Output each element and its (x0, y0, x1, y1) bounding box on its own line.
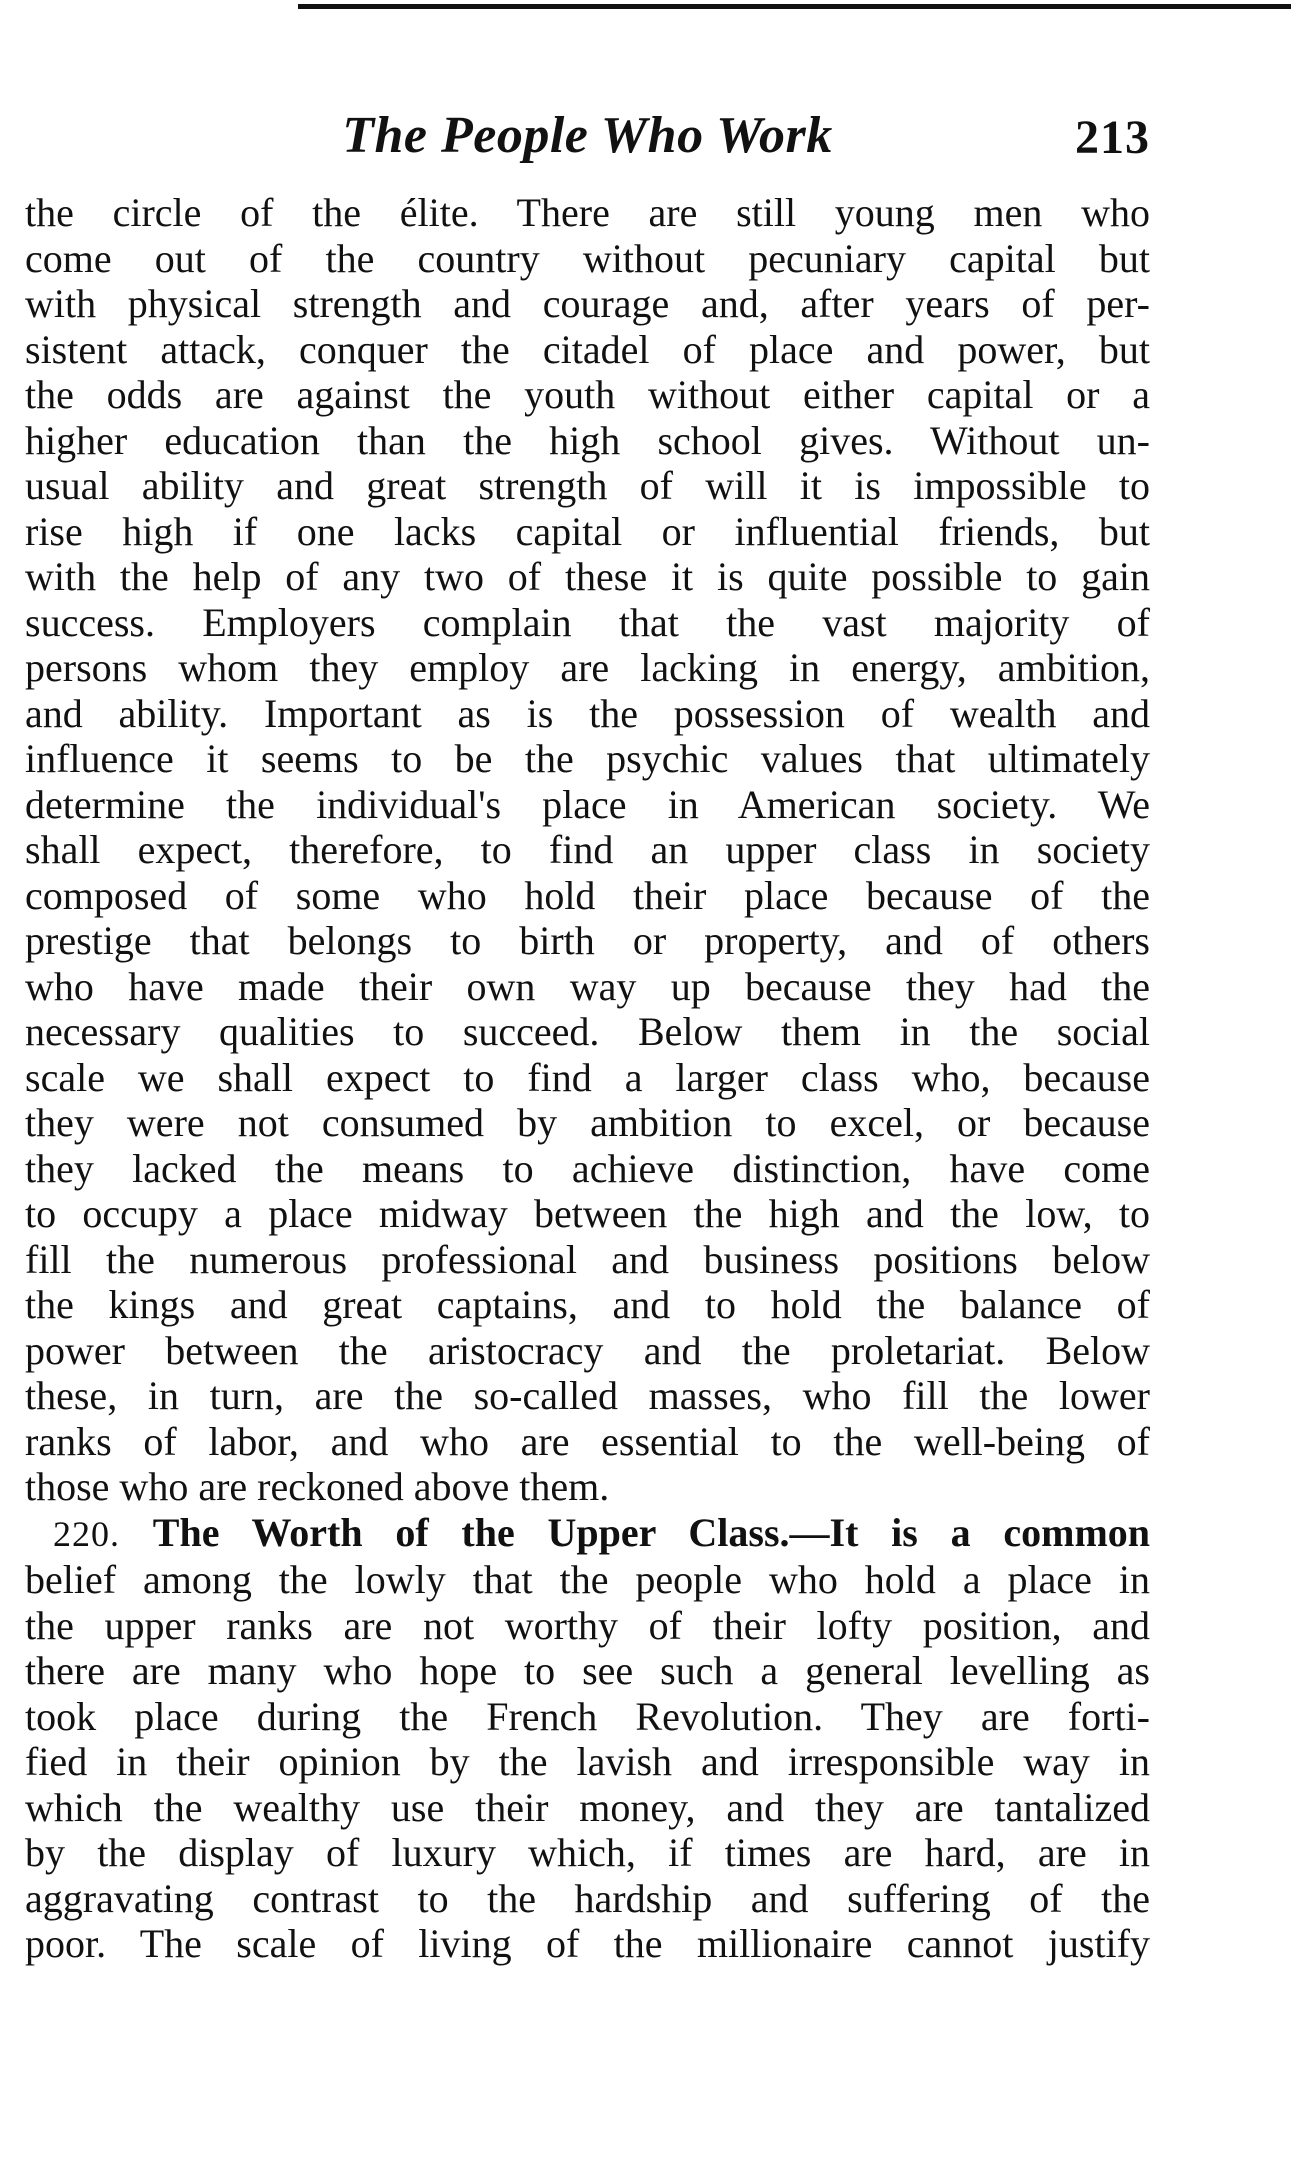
section-paragraph (25, 1510, 1150, 1967)
top-rule (298, 4, 1291, 9)
text-line: composed of some who hold their place because of the (25, 872, 1150, 918)
text-line: the upper ranks are not worthy of their lofty position, and (25, 1602, 1150, 1648)
paragraph-number: 220. (53, 1513, 120, 1554)
text-line: usual ability and great strength of will it is impossible to (25, 463, 1150, 508)
page-number: 213 (1075, 111, 1150, 164)
text-line: with physical strength and courage and, after years of per- (25, 281, 1150, 326)
text-line: higher education than the high school gives. Without un- (25, 417, 1150, 463)
text-line: the odds are against the youth without either capital or a (25, 372, 1150, 417)
text-line: scale we shall expect to find a larger class who, because (25, 1054, 1150, 1100)
text-line: come out of the country without pecuniary capital but (25, 235, 1150, 281)
text-line: by the display of luxury which, if times are hard, are in (25, 1830, 1150, 1875)
text-line: fied in their opinion by the lavish and irresponsible way in (25, 1739, 1150, 1784)
book-page (25, 100, 1150, 1967)
text-line: which the wealthy use their money, and they are tantalized (25, 1784, 1150, 1830)
text-line: ranks of labor, and who are essential to the well-being of (25, 1418, 1150, 1464)
text-line: and ability. Important as is the possession of wealth and (25, 690, 1150, 736)
section-heading: The Worth of the Upper Class. (152, 1509, 790, 1555)
section-heading-line (25, 1510, 1150, 1558)
text-line: with the help of any two of these it is quite possible to gain (25, 554, 1150, 599)
text-line: aggravating contrast to the hardship and suffering of the (25, 1875, 1150, 1921)
text-line: to occupy a place midway between the high and the low, to (25, 1191, 1150, 1236)
text-line: these, in turn, are the so-called masses, who fill the lower (25, 1373, 1150, 1418)
running-title: The People Who Work (342, 107, 833, 164)
text-line: took place during the French Revolution. They are forti- (25, 1693, 1150, 1739)
text-line: necessary qualities to succeed. Below them in the social (25, 1009, 1150, 1054)
text-line: success. Employers complain that the vast majority of (25, 599, 1150, 645)
text-line: prestige that belongs to birth or property, and of others (25, 918, 1150, 963)
text-line: the circle of the élite. There are still young men who (25, 190, 1150, 235)
paragraph-body (25, 190, 1150, 1510)
text-line: influence it seems to be the psychic values that ultimately (25, 736, 1150, 781)
heading-continuation: —It is a common (789, 1509, 1151, 1555)
text-line: shall expect, therefore, to find an upper class in society (25, 827, 1150, 872)
running-head (25, 100, 1150, 190)
text-line: power between the aristocracy and the proletariat. Below (25, 1327, 1150, 1373)
text-line: belief among the lowly that the people who hold a place in (25, 1557, 1150, 1602)
text-line: rise high if one lacks capital or influential friends, but (25, 508, 1150, 554)
text-line: those who are reckoned above them. (25, 1464, 610, 1509)
text-line: they were not consumed by ambition to excel, or because (25, 1100, 1150, 1145)
text-line: persons whom they employ are lacking in energy, ambition, (25, 645, 1150, 690)
text-line: they lacked the means to achieve distinction, have come (25, 1145, 1150, 1191)
text-line: fill the numerous professional and business positions below (25, 1236, 1150, 1282)
text-line: determine the individual's place in American society. We (25, 781, 1150, 827)
text-line: the kings and great captains, and to hold the balance of (25, 1282, 1150, 1327)
text-line: sistent attack, conquer the citadel of place and power, but (25, 326, 1150, 372)
text-line: poor. The scale of living of the millionaire cannot justify (25, 1921, 1150, 1966)
text-line: there are many who hope to see such a general levelling as (25, 1648, 1150, 1693)
text-line: who have made their own way up because they had the (25, 963, 1150, 1009)
